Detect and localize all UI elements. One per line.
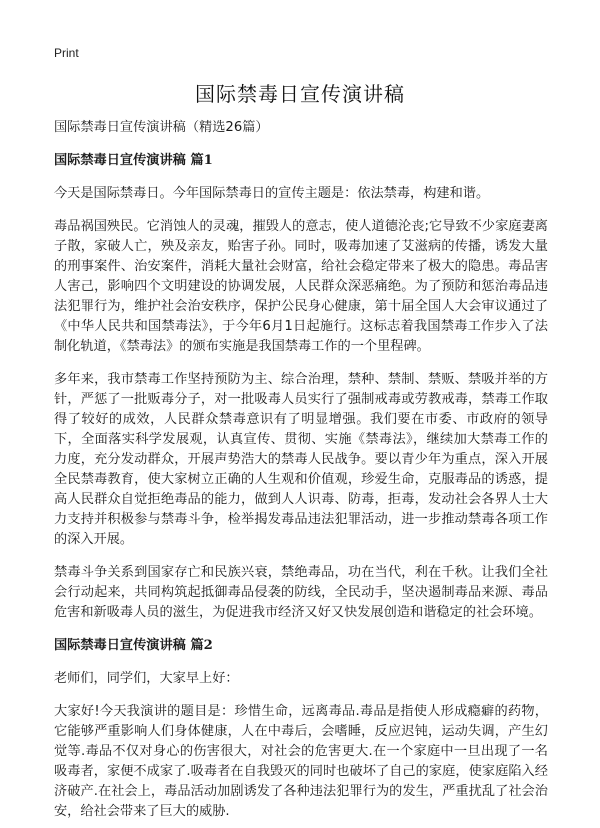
paragraph: 老师们，同学们，大家早上好： — [54, 671, 239, 686]
paragraph: 大家好!今天我演讲的题目是：珍惜生命，远离毒品.毒品是指使人形成瘾癖的药物，它能够严重影响人们身体健康，人在中毒后，会嗜睡，反应迟钝，运动失调，产生幻觉等.毒品不仅对身心的伤害很大，对社会的危害更大.在一个家庭中一旦出现了一名吸毒者，家便不成家了.吸毒者在自我毁灭的同时也破坏了自己的家庭，使家庭陷入经济破产.在社会上，毒品活动加剧诱发了各种违法犯罪行为的发生，严重扰乱了社会治安，给社会带来了巨大的威胁. — [54, 704, 548, 819]
document-subtitle: 国际禁毒日宣传演讲稿（精选26篇） — [54, 120, 269, 135]
print-link[interactable]: Print — [54, 46, 79, 60]
section-heading-1: 国际禁毒日宣传演讲稿 篇1 — [54, 153, 213, 168]
page-title: 国际禁毒日宣传演讲稿 — [195, 82, 405, 106]
document-body — [54, 118, 548, 828]
paragraph: 毒品祸国殃民。它消蚀人的灵魂，摧毁人的意志，使人道德沦丧;它导致不少家庭妻离子散，家破人亡，殃及亲友，贻害子孙。同时，吸毒加速了艾滋病的传播，诱发大量的刑事案件、治安案件，消耗大量社会财富，给社会稳定带来了极大的隐患。毒品害人害己，影响四个文明建设的协调发展，人民群众深恶痛绝。为了预防和惩治毒品违法犯罪行为，维护社会治安秩序，保护公民身心健康，第十届全国人大会审议通过了《中华人民共和国禁毒法》，于今年6月1日起施行。这标志着我国禁毒工作步入了法制化轨道，《禁毒法》的颁布实施是我国禁毒工作的一个里程碑。 — [54, 219, 548, 354]
paragraph: 今天是国际禁毒日。今年国际禁毒日的宣传主题是：依法禁毒，构建和谐。 — [54, 186, 490, 201]
section-heading-2: 国际禁毒日宣传演讲稿 篇2 — [54, 638, 213, 653]
paragraph: 多年来，我市禁毒工作坚持预防为主、综合治理，禁种、禁制、禁贩、禁吸并举的方针，严惩了一批贩毒分子，对一批吸毒人员实行了强制戒毒或劳教戒毒，禁毒工作取得了较好的成效，人民群众禁毒意识有了明显增强。我们要在市委、市政府的领导下，全面落实科学发展观，认真宣传、贯彻、实施《禁毒法》，继续加大禁毒工作的力度，充分发动群众，开展声势浩大的禁毒人民战争。要以青少年为重点，深入开展全民禁毒教育，使大家树立正确的人生观和价值观，珍爱生命，克服毒品的诱惑，提高人民群众自觉拒绝毒品的能力，做到人人识毒、防毒，拒毒，发动社会各界人士大力支持并积极参与禁毒斗争，检举揭发毒品违法犯罪活动，进一步推动禁毒各项工作的深入开展。 — [54, 372, 548, 547]
paragraph: 禁毒斗争关系到国家存亡和民族兴衰，禁绝毒品，功在当代，利在千秋。让我们全社会行动起来，共同构筑起抵御毒品侵袭的防线，全民动手，坚决遏制毒品来源、毒品危害和新吸毒人员的滋生，为促进我市经济又好又快发展创造和谐稳定的社会环境。 — [54, 565, 548, 620]
